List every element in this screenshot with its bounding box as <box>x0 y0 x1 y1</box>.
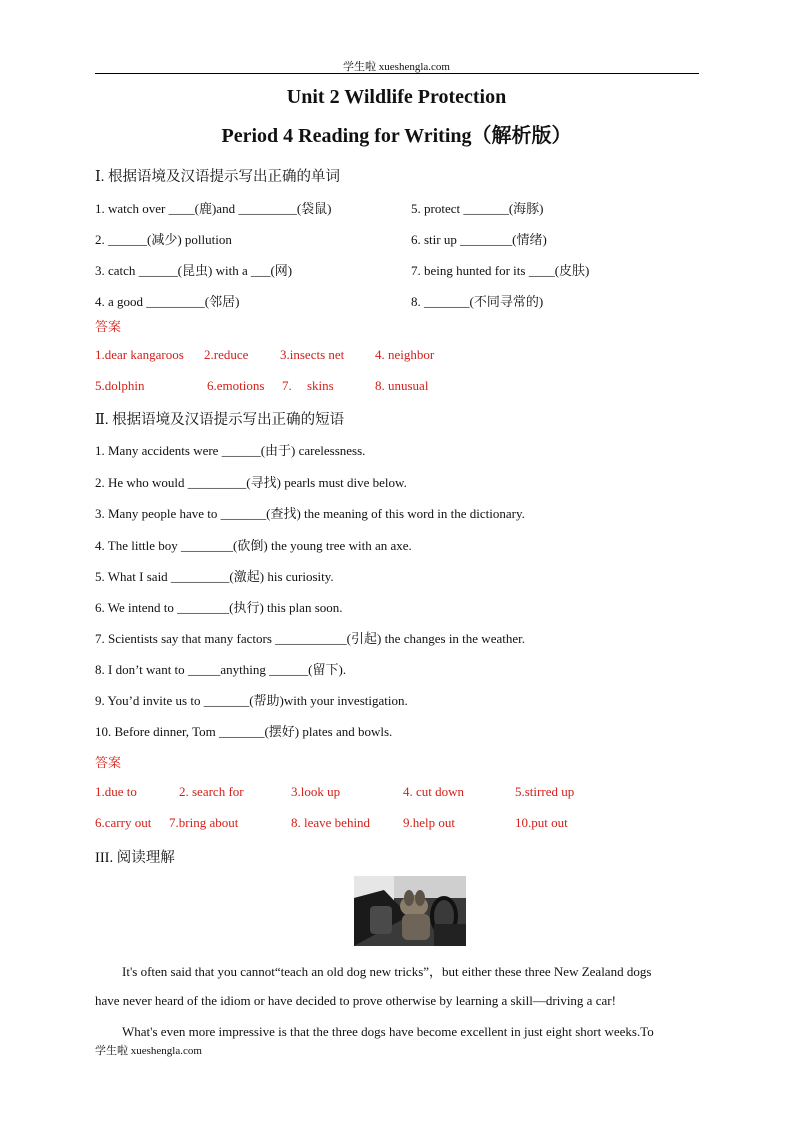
s1-item-5: 5. protect _______(海豚) <box>411 201 544 216</box>
s1-answer: 4. neighbor <box>375 347 435 362</box>
s1-answer: skins <box>307 378 334 393</box>
s2-answer: 5.stirred up <box>515 784 575 799</box>
s2-item-10: 10. Before dinner, Tom _______(摆好) plates and bowls. <box>95 724 393 739</box>
s1-item-6: 6. stir up ________(情绪) <box>411 232 547 247</box>
section-3-heading: III. 阅读理解 <box>95 850 175 866</box>
s1-answer: 6.emotions <box>207 378 265 393</box>
s1-answer: 8. unusual <box>375 378 429 393</box>
s1-answer-label: 答案 <box>95 319 122 334</box>
s1-item-8: 8. _______(不同寻常的) <box>411 294 544 309</box>
s2-item-6: 6. We intend to ________(执行) this plan soon. <box>95 600 343 615</box>
s1-item-2: 2. ______(减少) pollution <box>95 232 232 247</box>
passage-para-1-line-1: It's often said that you cannot“teach an old dog new tricks”，but either these three New Zealand dogs <box>122 964 652 979</box>
s2-answer: 6.carry out <box>95 815 152 830</box>
s1-item-4: 4. a good _________(邻居) <box>95 294 240 309</box>
s2-item-2: 2. He who would _________(寻找) pearls must dive below. <box>95 475 407 490</box>
s2-answer: 2. search for <box>179 784 244 799</box>
s1-answer: 5.dolphin <box>95 378 145 393</box>
section-2-heading: Ⅱ. 根据语境及汉语提示写出正确的短语 <box>95 412 345 428</box>
s1-answer: 1.dear kangaroos <box>95 347 184 362</box>
dog-driving-photo <box>354 876 466 946</box>
s2-answer-label: 答案 <box>95 755 122 770</box>
page-footer: 学生啦 xueshengla.com <box>95 1045 202 1057</box>
s2-item-8: 8. I don’t want to _____anything ______(留下). <box>95 662 347 677</box>
s1-item-7: 7. being hunted for its ____(皮肤) <box>411 263 590 278</box>
s2-item-1: 1. Many accidents were ______(由于) carelessness. <box>95 443 366 458</box>
passage-para-2-line-1: What's even more impressive is that the three dogs have become excellent in just eight short weeks.To <box>122 1024 654 1039</box>
s2-answer: 10.put out <box>515 815 568 830</box>
s2-answer: 9.help out <box>403 815 455 830</box>
s2-item-7: 7. Scientists say that many factors ___________(引起) the changes in the weather. <box>95 631 525 646</box>
s2-item-3: 3. Many people have to _______(查找) the meaning of this word in the dictionary. <box>95 506 525 521</box>
s2-answer: 4. cut down <box>403 784 465 799</box>
passage-para-1-line-2: have never heard of the idiom or have decided to prove otherwise by learning a skill—driving a car! <box>95 993 616 1008</box>
s1-answer: 3.insects net <box>280 347 345 362</box>
s2-answer: 1.due to <box>95 784 137 799</box>
s2-item-9: 9. You’d invite us to _______(帮助)with your investigation. <box>95 693 408 708</box>
s2-answer: 7.bring about <box>169 815 239 830</box>
s2-item-4: 4. The little boy ________(砍倒) the young tree with an axe. <box>95 538 412 553</box>
s2-answer: 3.look up <box>291 784 341 799</box>
s1-answer: 7. <box>282 378 292 393</box>
s2-item-5: 5. What I said _________(激起) his curiosity. <box>95 569 334 584</box>
s2-answer: 8. leave behind <box>291 815 371 830</box>
doc-subtitle: Period 4 Reading for Writing（解析版） <box>221 125 572 147</box>
s1-item-1: 1. watch over ____(鹿)and _________(袋鼠) <box>95 201 332 216</box>
section-1-heading: Ⅰ. 根据语境及汉语提示写出正确的单词 <box>95 169 340 185</box>
s1-answer: 2.reduce <box>204 347 249 362</box>
doc-title: Unit 2 Wildlife Protection <box>286 86 507 108</box>
header-divider <box>95 73 699 74</box>
s1-item-3: 3. catch ______(昆虫) with a ___(网) <box>95 263 293 278</box>
page-header: 学生啦 xueshengla.com <box>343 61 450 73</box>
